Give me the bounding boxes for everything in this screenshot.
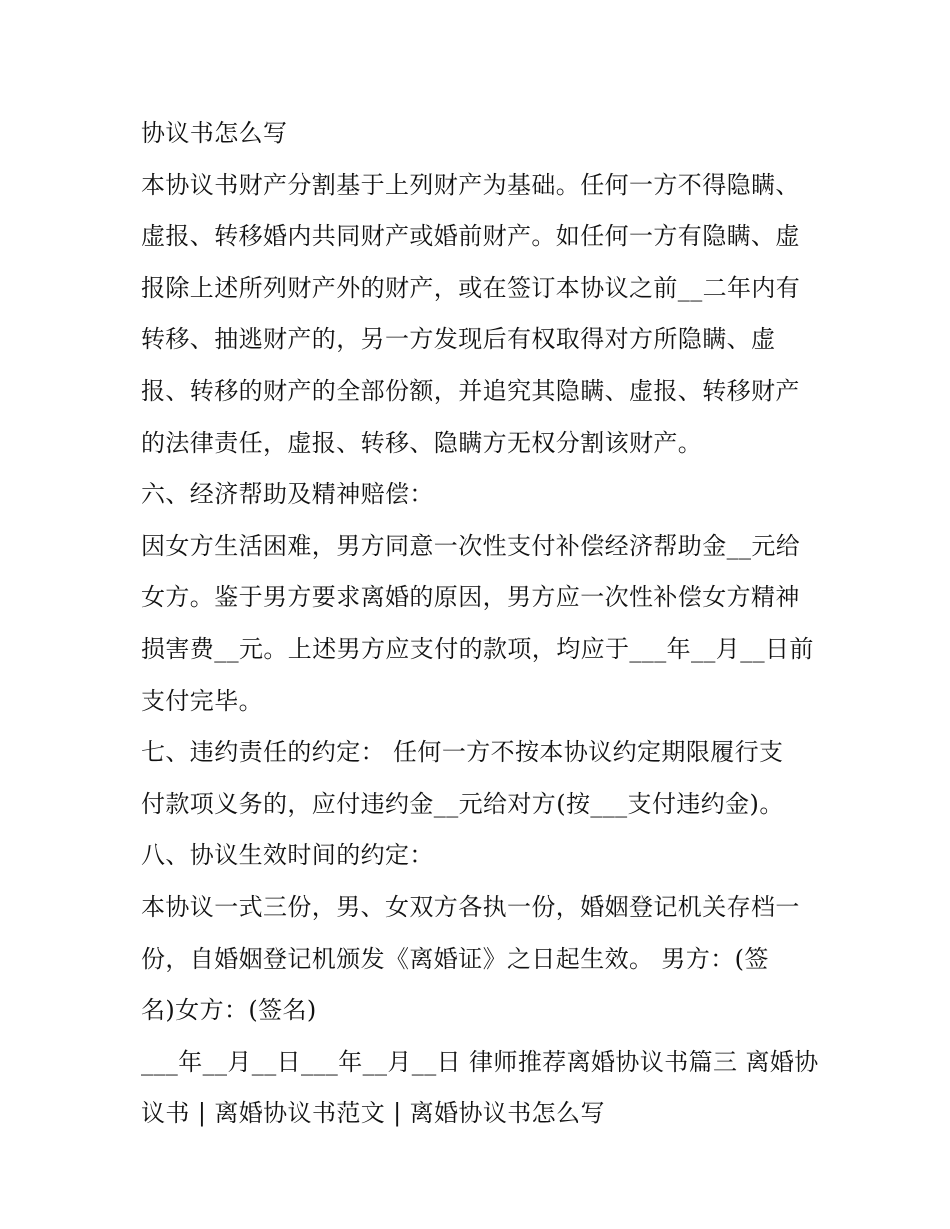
section-heading: 六、经济帮助及精神赔偿： (141, 480, 434, 509)
text-line: 虚报、转移婚内共同财产或婚前财产。如任何一方有隐瞒、虚 (141, 222, 800, 251)
text-line: 本协议一式三份，男、女双方各执一份，婚姻登记机关存档一 (141, 892, 800, 921)
text-line: 付款项义务的，应付违约金__元给对方(按___支付违约金)。 (141, 789, 784, 818)
text-line: ___年__月__日___年__月__日 律师推荐离婚协议书篇三 离婚协 (141, 1047, 819, 1076)
document-body (141, 108, 817, 1140)
section-heading: 八、协议生效时间的约定： (141, 841, 434, 870)
text-line: 报除上述所列财产外的财产，或在签订本协议之前__二年内有 (141, 273, 801, 302)
text-line: 本协议书财产分割基于上列财产为基础。任何一方不得隐瞒、 (141, 170, 800, 199)
text-line: 报、转移的财产的全部份额，并追究其隐瞒、虚报、转移财产 (141, 376, 800, 405)
text-line: 转移、抽逃财产的，另一方发现后有权取得对方所隐瞒、虚 (141, 325, 776, 354)
text-line: 女方。鉴于男方要求离婚的原因，男方应一次性补偿女方精神 (141, 583, 800, 612)
text-line: 损害费__元。上述男方应支付的款项，均应于___年__月__日前 (141, 634, 814, 663)
text-line: 议书 | 离婚协议书范文 | 离婚协议书怎么写 (141, 1099, 605, 1128)
text-line: 份，自婚姻登记机颁发《离婚证》之日起生效。 男方：(签 (141, 944, 769, 973)
text-line: 因女方生活困难，男方同意一次性支付补偿经济帮助金__元给 (141, 531, 801, 560)
section-heading: 七、违约责任的约定： 任何一方不按本协议约定期限履行支 (141, 738, 784, 767)
text-line: 支付完毕。 (141, 686, 263, 715)
text-line: 的法律责任，虚报、转移、隐瞒方无权分割该财产。 (141, 428, 703, 457)
text-line: 协议书怎么写 (141, 119, 288, 147)
text-line: 名)女方：(签名) (141, 996, 317, 1025)
